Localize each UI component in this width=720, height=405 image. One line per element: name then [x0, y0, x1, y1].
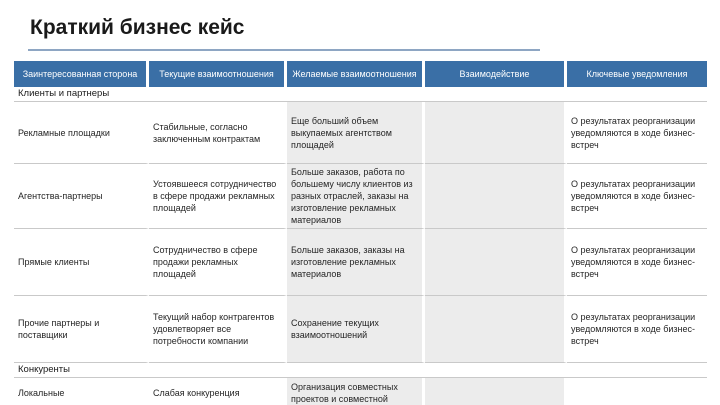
- cell-stakeholder: Локальные: [14, 378, 149, 405]
- cell-stakeholder: Агентства-партнеры: [14, 164, 149, 229]
- header-stakeholder: Заинтересованная сторона: [14, 61, 149, 87]
- cell-interaction: [425, 296, 567, 363]
- cell-desired: Больше заказов, заказы на изготовление рекламных материалов: [287, 229, 425, 296]
- cell-current: Устоявшееся сотрудничество в сфере продажи рекламных площадей: [149, 164, 287, 229]
- cell-desired: Сохранение текущих взаимоотношений: [287, 296, 425, 363]
- cell-current: Слабая конкуренция: [149, 378, 287, 405]
- cell-notices: О результатах реорганизации уведомляются в ходе бизнес-встреч: [567, 296, 707, 363]
- cell-notices: О результатах реорганизации уведомляются в ходе бизнес-встреч: [567, 164, 707, 229]
- cell-desired: Больше заказов, работа по большему числу клиентов из разных отраслей, заказы на изготовление рекламных материалов: [287, 164, 425, 229]
- cell-interaction: [425, 229, 567, 296]
- cell-stakeholder: Прочие партнеры и поставщики: [14, 296, 149, 363]
- cell-stakeholder: Рекламные площадки: [14, 102, 149, 164]
- business-case-table: [14, 61, 707, 405]
- cell-desired: Организация совместных проектов и совместной: [287, 378, 425, 405]
- cell-notices: О результатах реорганизации уведомляются в ходе бизнес-встреч: [567, 102, 707, 164]
- table-header-row: [14, 61, 707, 87]
- table-row: [14, 229, 707, 296]
- cell-interaction: [425, 164, 567, 229]
- group-row-competitors: [14, 363, 707, 378]
- title-divider: [28, 49, 540, 51]
- table-row: [14, 296, 707, 363]
- header-current-relations: Текущие взаимоотношения: [149, 61, 287, 87]
- cell-current: Сотрудничество в сфере продажи рекламных площадей: [149, 229, 287, 296]
- cell-desired: Еще больший объем выкупаемых агентством площадей: [287, 102, 425, 164]
- cell-notices: О результатах реорганизации уведомляются в ходе бизнес-встреч: [567, 229, 707, 296]
- group-label: Клиенты и партнеры: [14, 87, 707, 102]
- cell-interaction: [425, 378, 567, 405]
- header-key-notices: Ключевые уведомления: [567, 61, 707, 87]
- cell-notices: [567, 378, 707, 405]
- header-desired-relations: Желаемые взаимоотношения: [287, 61, 425, 87]
- header-interaction: Взаимодействие: [425, 61, 567, 87]
- group-label: Конкуренты: [14, 363, 707, 378]
- page-title: Краткий бизнес кейс: [30, 16, 245, 39]
- table-row: [14, 164, 707, 229]
- cell-current: Текущий набор контрагентов удовлетворяет все потребности компании: [149, 296, 287, 363]
- cell-stakeholder: Прямые клиенты: [14, 229, 149, 296]
- table-row: [14, 102, 707, 164]
- table-row: [14, 378, 707, 405]
- cell-interaction: [425, 102, 567, 164]
- group-row-clients-partners: [14, 87, 707, 102]
- cell-current: Стабильные, согласно заключенным контрактам: [149, 102, 287, 164]
